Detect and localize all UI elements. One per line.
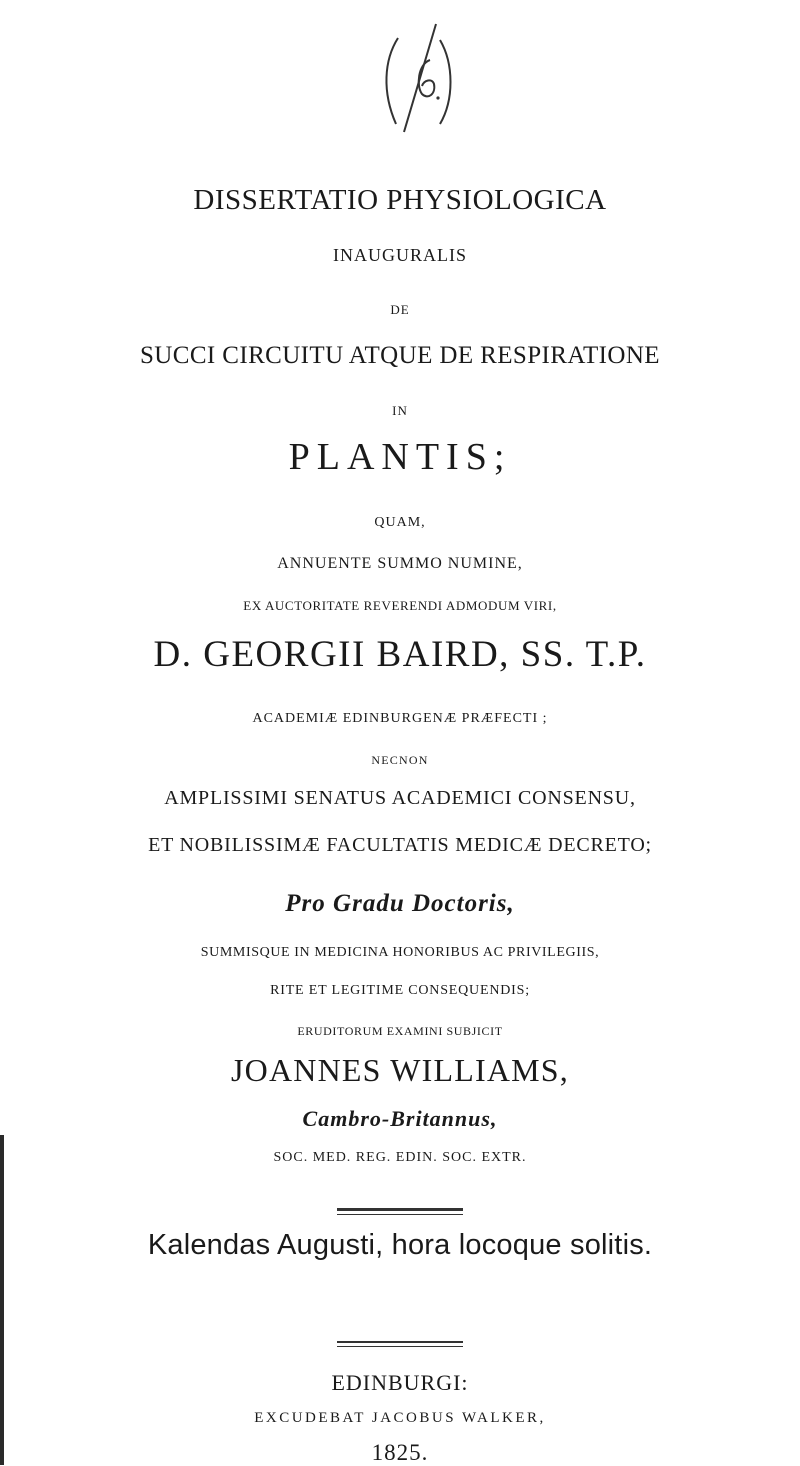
- facultatis-line: ET NOBILISSIMÆ FACULTATIS MEDICÆ DECRETO;: [148, 834, 652, 856]
- author-name: JOANNES WILLIAMS,: [230, 1052, 570, 1088]
- senatus-line: AMPLISSIMI SENATUS ACADEMICI CONSENSU,: [164, 787, 636, 809]
- divider-rule-thick: [337, 1208, 463, 1211]
- divider-rule-thin: [337, 1346, 463, 1347]
- degree-line: Pro Gradu Doctoris,: [285, 890, 515, 917]
- handwritten-mark: [370, 20, 460, 140]
- dissertation-subtitle: INAUGURALIS: [333, 245, 467, 265]
- dissertation-topic: SUCCI CIRCUITU ATQUE DE RESPIRATIONE: [140, 342, 660, 369]
- divider-rule-thick: [337, 1341, 463, 1343]
- imprint-year: 1825.: [371, 1440, 429, 1465]
- word-quam: QUAM,: [374, 515, 426, 530]
- principal-name: D. GEORGII BAIRD, SS. T.P.: [153, 634, 647, 675]
- word-in: IN: [392, 403, 408, 418]
- imprint-printer: EXCUDEBAT JACOBUS WALKER,: [254, 1410, 546, 1426]
- rite-line: RITE ET LEGITIME CONSEQUENDIS;: [270, 983, 530, 998]
- divider-rule-thin: [337, 1214, 463, 1215]
- auctoritate-line: EX AUCTORITATE REVERENDI ADMODUM VIRI,: [243, 598, 557, 613]
- author-societies: SOC. MED. REG. EDIN. SOC. EXTR.: [273, 1150, 527, 1165]
- honoribus-line: SUMMISQUE IN MEDICINA HONORIBUS AC PRIVILEGIIS,: [200, 945, 600, 960]
- word-plantis: PLANTIS;: [288, 436, 512, 478]
- examini-line: ERUDITORUM EXAMINI SUBJICIT: [297, 1024, 503, 1038]
- word-de: DE: [390, 302, 410, 317]
- word-necnon: NECNON: [371, 753, 429, 767]
- academiae-line: ACADEMIÆ EDINBURGENÆ PRÆFECTI ;: [252, 711, 548, 726]
- author-origin: Cambro-Britannus,: [302, 1106, 498, 1131]
- date-line: Kalendas Augusti, hora locoque solitis.: [147, 1229, 653, 1261]
- dissertation-title: DISSERTATIO PHYSIOLOGICA: [193, 184, 607, 216]
- imprint-place: EDINBURGI:: [331, 1370, 469, 1395]
- annuente-line: ANNUENTE SUMMO NUMINE,: [277, 555, 523, 572]
